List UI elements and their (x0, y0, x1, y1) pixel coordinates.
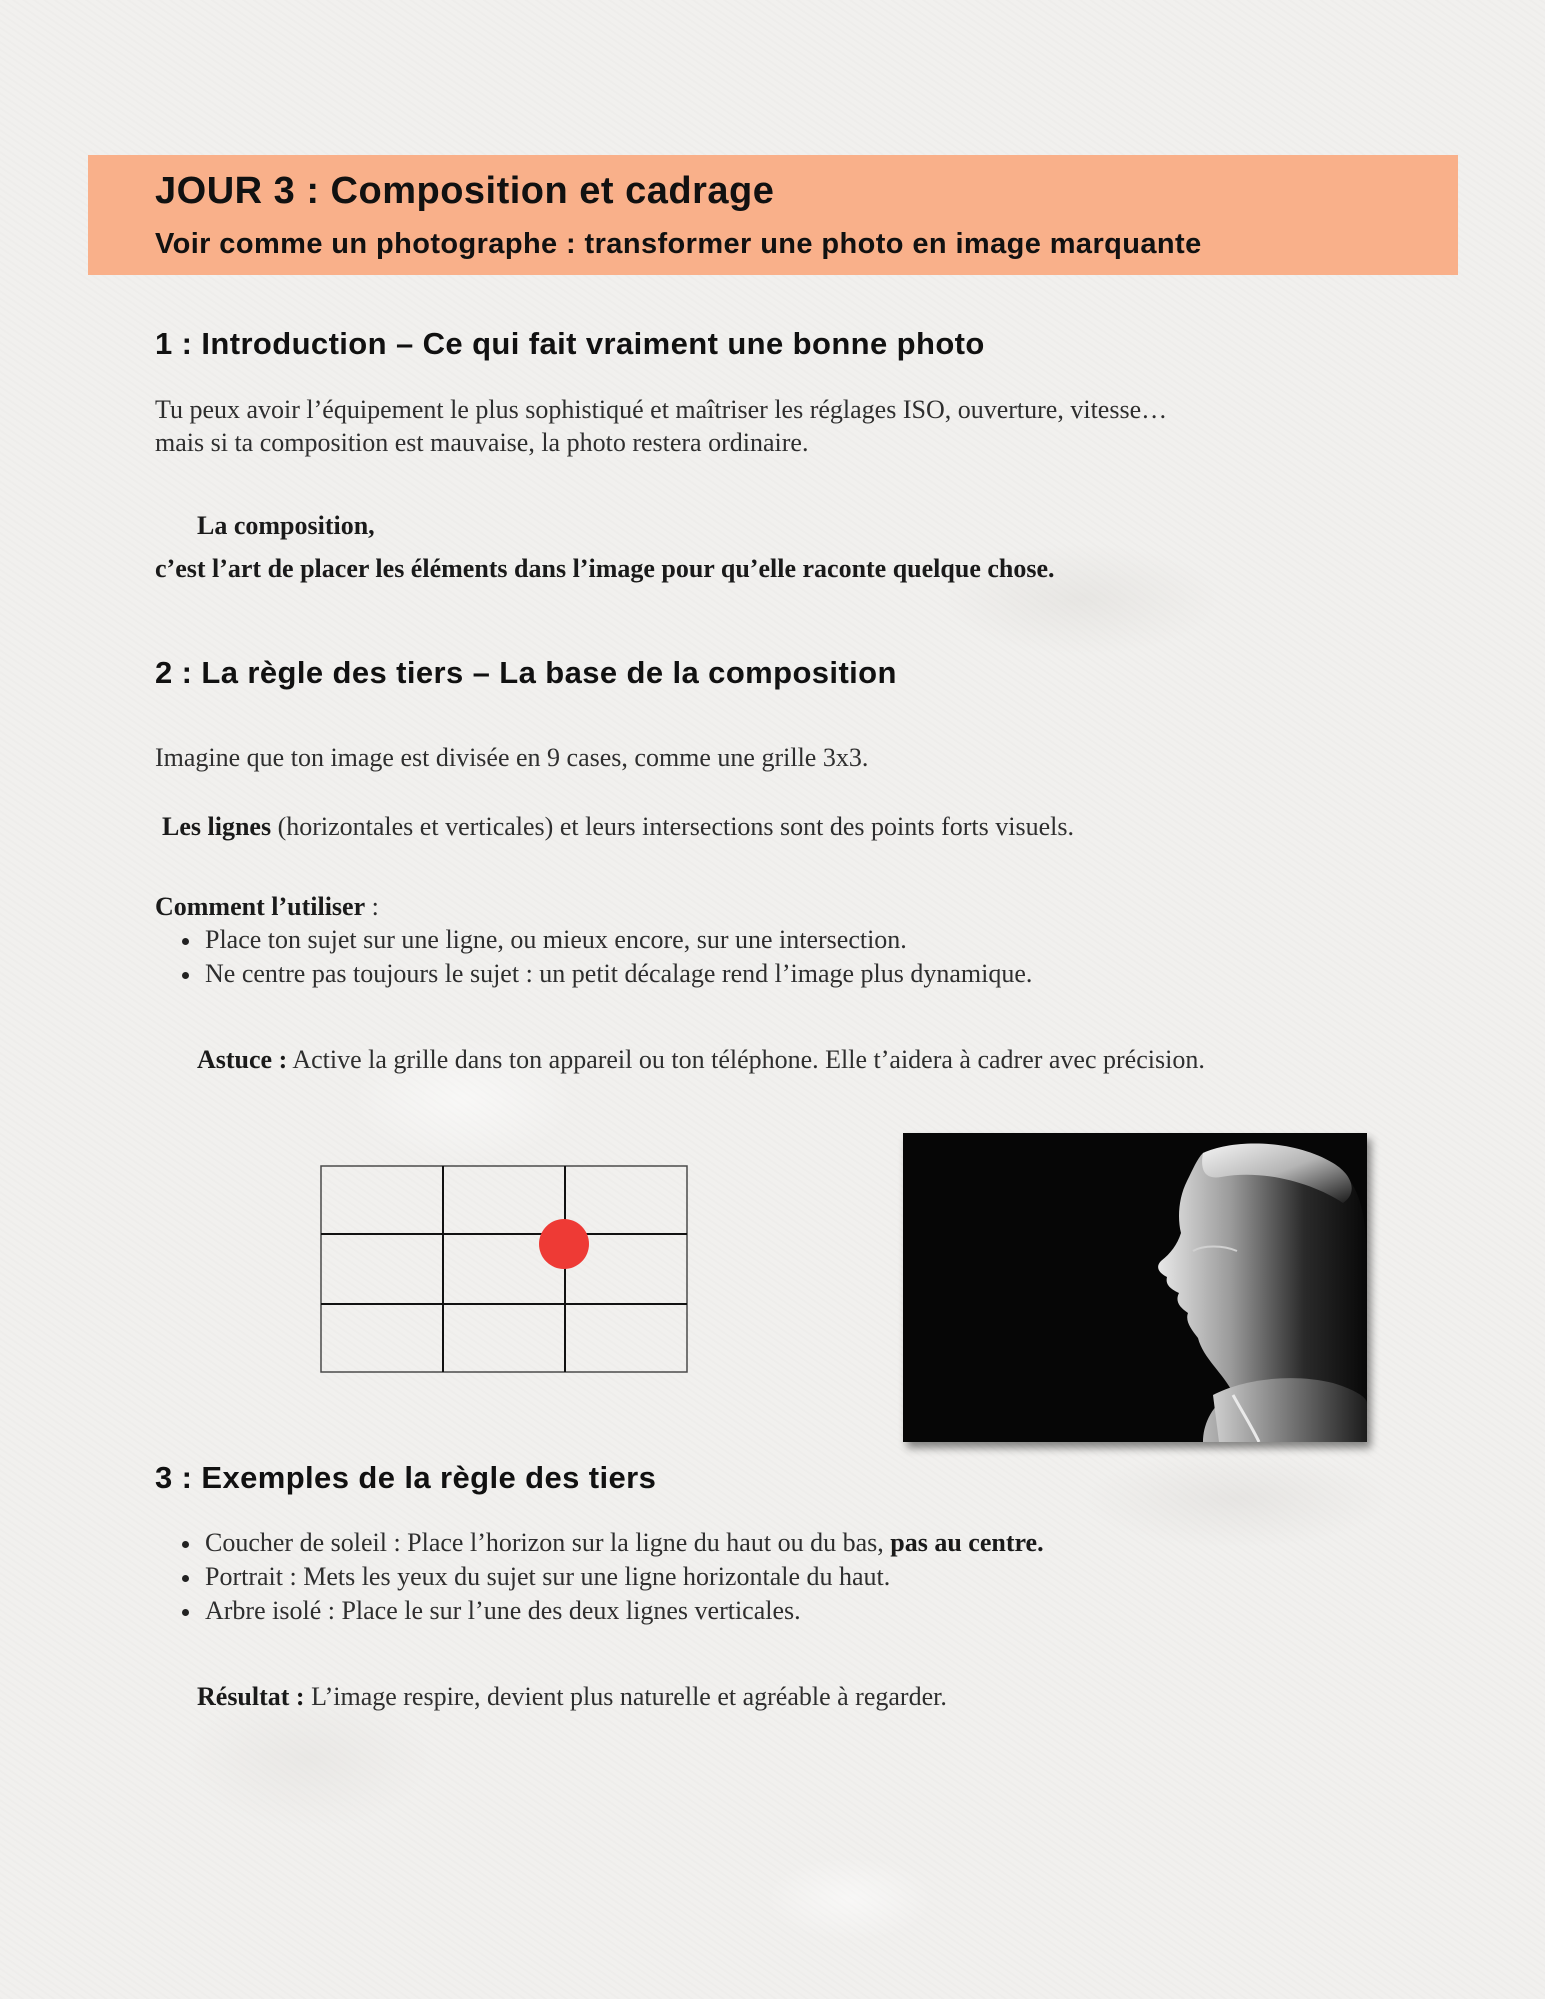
bullet1-text: Coucher de soleil : Place l’horizon sur la ligne du haut ou du bas, (205, 1528, 891, 1557)
page-title: JOUR 3 : Composition et cadrage (155, 170, 775, 212)
lines-rest: (horizontales et verticales) et leurs intersections sont des points forts visuels. (271, 812, 1074, 841)
bullet1-bold: pas au centre. (890, 1528, 1044, 1557)
result-bold: Résultat : (197, 1682, 305, 1711)
section2-lines-text (162, 810, 1074, 843)
section3-heading: 3 : Exemples de la règle des tiers (155, 1460, 657, 1495)
tip-rest: Active la grille dans ton appareil ou ton téléphone. Elle t’aidera à cadrer avec précision. (287, 1045, 1205, 1074)
section3-bullet-list (155, 1526, 1044, 1628)
page-subtitle: Voir comme un photographe : transformer une photo en image marquante (155, 228, 1202, 260)
section3-result (197, 1680, 947, 1713)
section2-tip (197, 1043, 1205, 1076)
list-item: Ne centre pas toujours le sujet : un petit décalage rend l’image plus dynamique. (155, 957, 1032, 991)
grid-frame (321, 1166, 687, 1372)
section1-para-line2: mais si ta composition est mauvaise, la photo restera ordinaire. (155, 428, 809, 457)
lines-bold: Les lignes (162, 812, 272, 841)
how-rest: : (365, 892, 379, 921)
section2-how-label (155, 890, 379, 923)
section1-para-line1: Tu peux avoir l’équipement le plus sophistiqué et maîtriser les réglages ISO, ouverture, vitesse… (155, 395, 1168, 424)
list-item: Place ton sujet sur une ligne, ou mieux encore, sur une intersection. (155, 923, 1032, 957)
portrait-photo (903, 1133, 1367, 1442)
result-rest: L’image respire, devient plus naturelle et agréable à regarder. (304, 1682, 947, 1711)
section2-heading: 2 : La règle des tiers – La base de la composition (155, 655, 897, 690)
section2-bullet-list (155, 923, 1032, 991)
how-bold: Comment l’utiliser (155, 892, 366, 921)
section1-heading: 1 : Introduction – Ce qui fait vraiment une bonne photo (155, 326, 985, 361)
list-item: Arbre isolé : Place le sur l’une des deux lignes verticales. (155, 1594, 1044, 1628)
tip-bold: Astuce : (197, 1045, 288, 1074)
section2-intro: Imagine que ton image est divisée en 9 cases, comme une grille 3x3. (155, 743, 869, 772)
portrait-silhouette (903, 1133, 1367, 1442)
list-item: Portrait : Mets les yeux du sujet sur une ligne horizontale du haut. (155, 1560, 1044, 1594)
focus-point-dot (539, 1219, 589, 1269)
rule-of-thirds-grid (320, 1165, 688, 1373)
section1-quote-line1: La composition, (197, 511, 375, 540)
list-item (155, 1526, 1044, 1560)
section1-quote-line2: c’est l’art de placer les éléments dans l’image pour qu’elle raconte quelque chose. (155, 554, 1055, 583)
